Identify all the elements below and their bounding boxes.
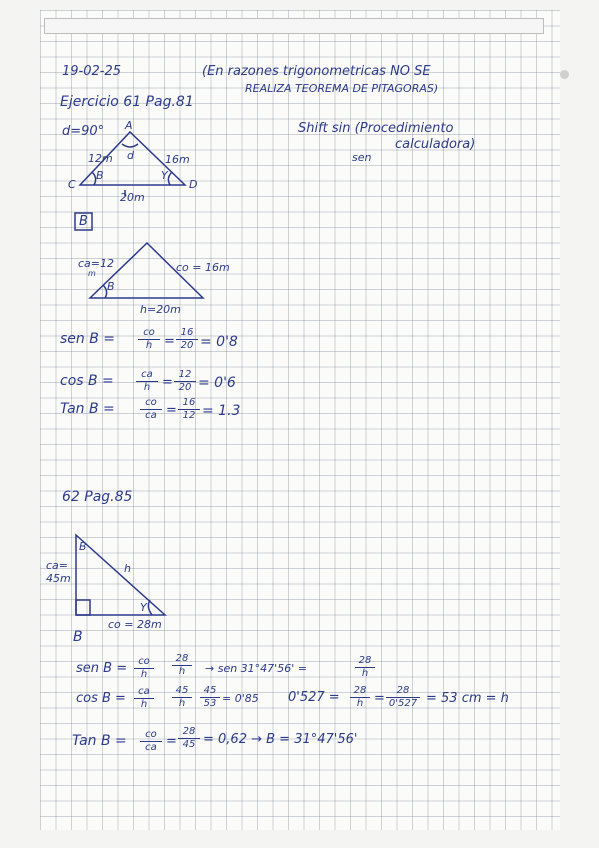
angle-gamma-label: Y: [161, 169, 168, 182]
ex62-cos-fraction-1: $\frac{ca}{h}$: [134, 687, 154, 710]
triangle-62-beta-label: B: [79, 540, 87, 553]
side-left-label: 12m: [88, 152, 113, 165]
ex62-cos-fraction-4: $\frac{28}{h}$: [350, 686, 370, 709]
sen-b-fraction-2: $\frac{16}{20}$: [176, 328, 198, 351]
side-right-label: 16m: [165, 153, 190, 166]
triangle-62-h-label: h: [124, 562, 131, 575]
vertex-c-label: C: [68, 178, 76, 191]
angle-gamma-arc: [168, 172, 172, 185]
exercise-61-title: Ejercicio 61 Pag.81: [60, 94, 194, 110]
sen-b-fraction-1: $\frac{co}{h}$: [138, 328, 160, 351]
triangle-62-ca-value: 45m: [46, 572, 71, 585]
date-text: 19-02-25: [62, 64, 122, 79]
tan-b-fraction-2: $\frac{16}{12}$: [178, 398, 200, 421]
ex62-sen-fraction-3: $\frac{28}{h}$: [355, 656, 375, 679]
triangle-62-gamma-label: Y: [140, 601, 147, 614]
triangle-b-angle-label: B: [107, 280, 115, 293]
cos-b-result: = 0'6: [198, 375, 236, 391]
equals-sign: =: [166, 403, 177, 418]
ex62-cos-result: = 0'85: [222, 692, 259, 705]
cos-b-fraction-1: $\frac{ca}{h}$: [136, 370, 158, 393]
equals-sign: =: [374, 691, 385, 706]
ex62-cos-value: 0'527 =: [288, 690, 340, 705]
ex62-tan-fraction-2: $\frac{28}{45}$: [178, 727, 200, 750]
triangle-62-co-label: co = 28m: [108, 618, 162, 631]
cos-b-lhs: cos B =: [60, 373, 114, 389]
triangle-62-ca-label: ca=: [46, 559, 69, 572]
tan-b-fraction-1: $\frac{co}{ca}$: [140, 398, 162, 421]
calc-note-line-1: Shift sin (Procedimiento: [298, 121, 454, 136]
equals-sign: =: [162, 375, 173, 390]
hypotenuse-label: h=20m: [140, 303, 181, 316]
ex62-sen-fraction-1: $\frac{co}{h}$: [134, 657, 154, 680]
note-line-2: REALIZA TEOREMA DE PITAGORAS): [245, 82, 439, 95]
boxed-b-letter: B: [79, 214, 88, 229]
ex62-cos-lhs: cos B =: [76, 691, 126, 706]
angle-alpha-arc: [122, 144, 138, 147]
cos-b-fraction-2: $\frac{12}{20}$: [174, 370, 196, 393]
ca-label: ca=12: [78, 257, 115, 270]
exercise-62-title: 62 Pag.85: [62, 489, 133, 505]
ex62-tan-lhs: Tan B =: [72, 733, 127, 749]
equals-sign: =: [166, 734, 177, 749]
sen-b-result: = 0'8: [200, 334, 238, 350]
right-angle-mark: [76, 600, 90, 615]
ex62-tan-fraction-1: $\frac{co}{ca}$: [140, 730, 162, 753]
co-label: co = 16m: [176, 261, 230, 274]
sen-b-lhs: sen B =: [60, 331, 116, 347]
ex62-sen-arrow-text: → sen 31°47'56' =: [205, 662, 307, 675]
ex62-sen-lhs: sen B =: [76, 661, 128, 676]
right-angle-note: d=90°: [62, 124, 105, 139]
ex62-cos-tail: = 53 cm = h: [426, 691, 509, 706]
angle-beta-label: B: [96, 169, 104, 182]
vertex-a-label: A: [125, 119, 133, 132]
equals-sign: =: [164, 334, 175, 349]
angle-alpha-label: d: [127, 149, 134, 162]
tan-b-result: = 1.3: [202, 403, 241, 419]
calc-note-line-2: calculadora): [395, 137, 476, 152]
base-label: 20m: [120, 191, 145, 204]
ca-unit-label: m: [88, 269, 96, 278]
calc-note-line-3: sen: [352, 151, 372, 164]
ex62-cos-fraction-5: $\frac{28}{0'527}$: [386, 686, 420, 709]
ex62-tan-result: = 0,62 → B = 31°47'56': [203, 732, 358, 747]
ex62-cos-fraction-3: $\frac{45}{53}$: [200, 686, 220, 709]
note-line-1: (En razones trigonometricas NO SE: [202, 64, 431, 79]
ex62-sen-fraction-2: $\frac{28}{h}$: [172, 654, 192, 677]
tan-b-lhs: Tan B =: [60, 401, 115, 417]
exercise-62-b-label: B: [73, 629, 83, 645]
ex62-cos-fraction-2: $\frac{45}{h}$: [172, 686, 192, 709]
vertex-d-label: D: [189, 178, 198, 191]
